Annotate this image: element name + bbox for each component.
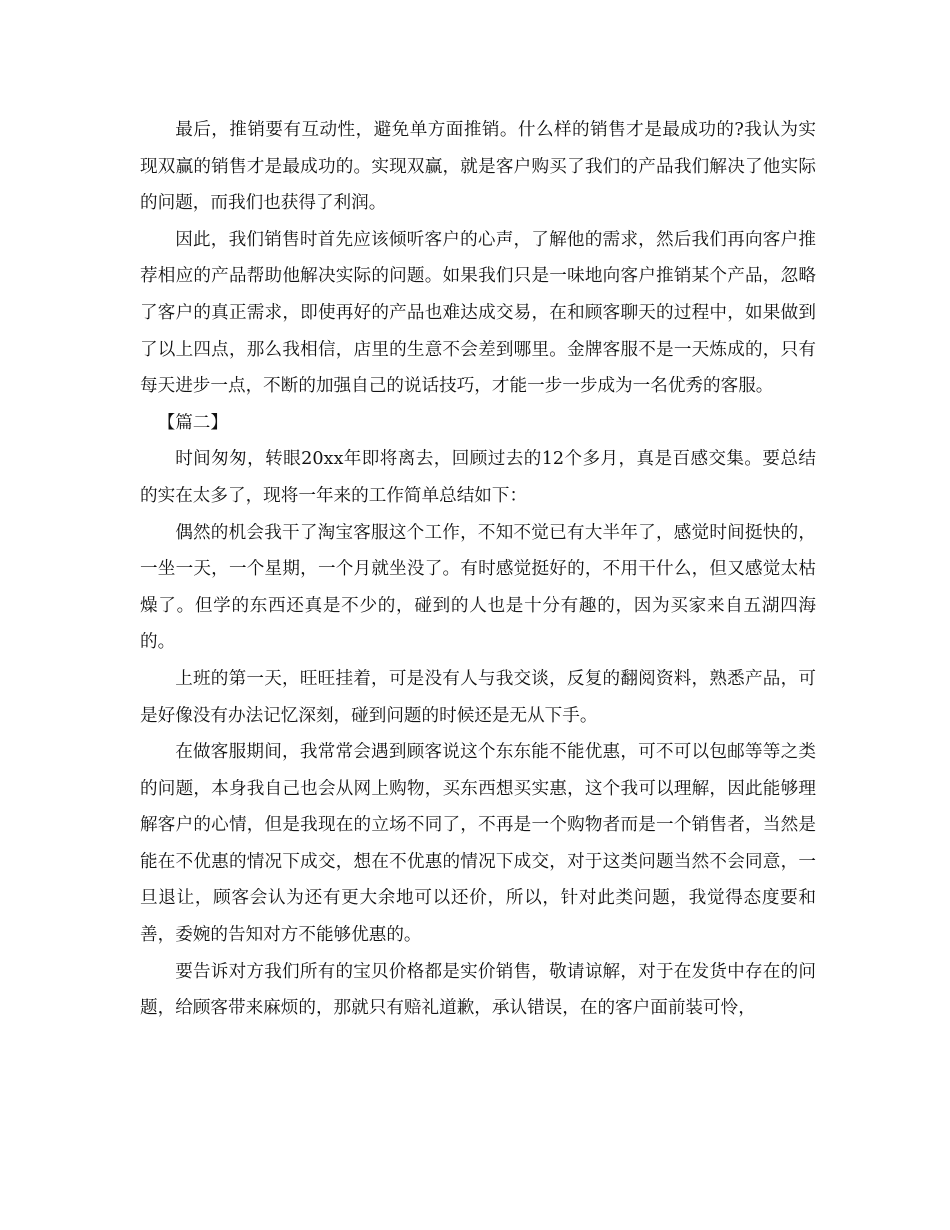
section-title: 【篇二】	[157, 412, 228, 433]
paragraph: 时间匆匆，转眼20xx年即将离去，回顾过去的12个多月，真是百感交集。要总结的实在太多了，现将一年来的工作简单总结如下：	[140, 449, 816, 506]
paragraph: 上班的第一天，旺旺挂着，可是没有人与我交谈，反复的翻阅资料，熟悉产品，可是好像没有办法记忆深刻，碰到问题的时候还是无从下手。	[140, 668, 816, 726]
paragraph: 要告诉对方我们所有的宝贝价格都是实价销售，敬请谅解，对于在发货中存在的问题，给顾客带来麻烦的，那就只有赔礼道歉，承认错误，在的客户面前装可怜，	[140, 961, 816, 1019]
paragraph: 偶然的机会我干了淘宝客服这个工作，不知不觉已有大半年了，感觉时间挺快的，一坐一天，一个星期，一个月就坐没了。有时感觉挺好的，不用干什么，但又感觉太枯燥了。但学的东西还真是不少的，碰到的人也是十分有趣的，因为买家来自五湖四海的。	[140, 522, 816, 653]
paragraph: 在做客服期间，我常常会遇到顾客说这个东东能不能优惠，可不可以包邮等等之类的问题，本身我自己也会从网上购物，买东西想买实惠，这个我可以理解，因此能够理解客户的心情，但是我现在的立场不同了，不再是一个购物者而是一个销售者，当然是能在不优惠的情况下成交，想在不优惠的情况下成交，对于这类问题当然不会同意，一旦退让，顾客会认为还有更大余地可以还价，所以，针对此类问题，我觉得态度要和善，委婉的告知对方不能够优惠的。	[140, 742, 816, 946]
document-body	[140, 112, 816, 1027]
paragraph: 最后，推销要有互动性，避免单方面推销。什么样的销售才是最成功的?我认为实现双赢的销售才是最成功的。实现双赢，就是客户购买了我们的产品我们解决了他实际的问题，而我们也获得了利润。	[140, 120, 816, 214]
paragraph: 因此，我们销售时首先应该倾听客户的心声，了解他的需求，然后我们再向客户推荐相应的产品帮助他解决实际的问题。如果我们只是一味地向客户推销某个产品，忽略了客户的真正需求，即使再好的产品也难达成交易，在和顾客聊天的过程中，如果做到了以上四点，那么我相信，店里的生意不会差到哪里。金牌客服不是一天炼成的，只有每天进步一点，不断的加强自己的说话技巧，才能一步一步成为一名优秀的客服。	[140, 229, 816, 397]
